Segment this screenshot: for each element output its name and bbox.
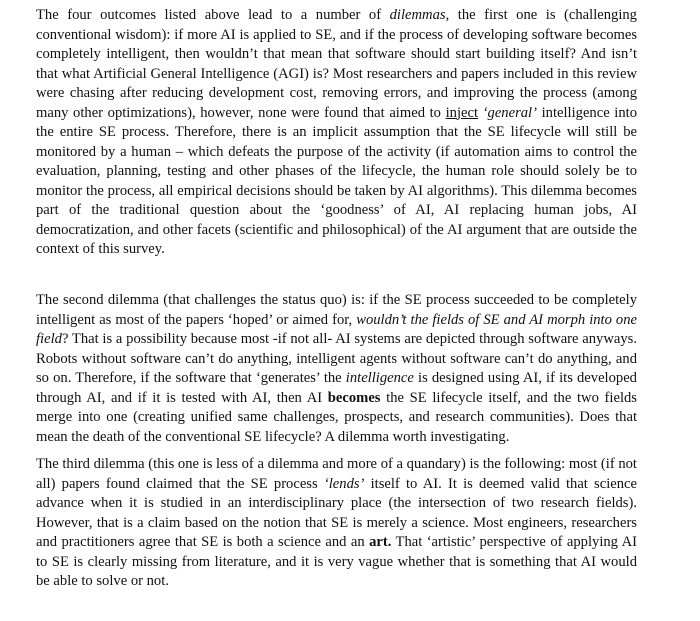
paragraph-first-dilemma bbox=[36, 6, 637, 260]
text-run-bold: art. bbox=[369, 534, 392, 550]
text-run: ? That is a possibility because most -if not all- AI systems are depicted through software anyways. Robots without software can’t do anything, intelligent agents without software can’t do anything, and so on. Therefore, if the software that ‘generates’ the bbox=[36, 331, 637, 386]
text-run: itself to AI. It is deemed valid that science advance when it is studied in an interdisciplinary place (the intersection of two research fields). However, that is a claim based on the notion that SE is merely a science. Most engineers, researchers and practitioners agree that SE is both a science and an bbox=[36, 475, 637, 550]
text-run: The third dilemma (this one is less of a dilemma and more of a quandary) is the following: most (if not all) papers found claimed that the SE process bbox=[36, 456, 637, 492]
text-run: the SE lifecycle itself, and the two fields merge into one (creating unified same challenges, prospects, and research communities). Does that mean the death of the conventional SE lifecycle? A dilemma worth investigating. bbox=[36, 389, 637, 445]
text-run-italic: ‘general’ bbox=[482, 104, 537, 121]
paragraph-third-dilemma bbox=[36, 455, 637, 592]
text-run: is designed using AI, if its developed through AI, and if it is tested with AI, then AI bbox=[36, 370, 637, 406]
text-run-italic: dilemmas bbox=[389, 7, 446, 23]
text-run: intelligence into the entire SE process. Therefore, there is an implicit assumption that the SE lifecycle will still be monitored by a human – which defeats the purpose of the activity (if automation aims to control the evaluation, planning, testing and other phases of the lifecycle, the human role should solely be to monitor the process, all empirical decisions should be taken by AI algorithms). This dilemma becomes part of the traditional question about the ‘goodness’ of AI, AI replacing human jobs, AI democratization, and other facets (scientific and philosophical) of the AI argument that are outside the context of this survey. bbox=[36, 104, 637, 257]
text-run-bold: becomes bbox=[327, 389, 381, 406]
paragraph-second-dilemma bbox=[36, 291, 637, 447]
text-run: The second dilemma (that challenges the status quo) is: if the SE process succeeded to be completely intelligent as most of the papers ‘hoped’ or aimed for, bbox=[36, 292, 637, 328]
text-run-underlined: inject bbox=[445, 104, 479, 121]
text-run-italic: intelligence bbox=[345, 370, 414, 386]
text-run: , the first one is (challenging conventional wisdom): if more AI is applied to SE, and if the process of developing software becomes completely intelligent, then wouldn’t that mean that software should start building itself? And isn’t that what Artificial General Intelligence (AGI) is? Most researchers and papers included in this review were chasing after reducing development cost, removing errors, and improving the process (among many other optimizations), however, none were found that aimed to bbox=[36, 7, 637, 121]
text-run-italic: wouldn’t the fields of SE and AI morph into one field bbox=[36, 311, 637, 347]
text-run-italic: ‘lends’ bbox=[323, 475, 365, 492]
text-run: The four outcomes listed above lead to a number of bbox=[36, 7, 390, 23]
text-run: That ‘artistic’ perspective of applying AI to SE is clearly missing from literature, and it is very vague whether that is something that AI would be able to solve or not. bbox=[36, 534, 637, 589]
